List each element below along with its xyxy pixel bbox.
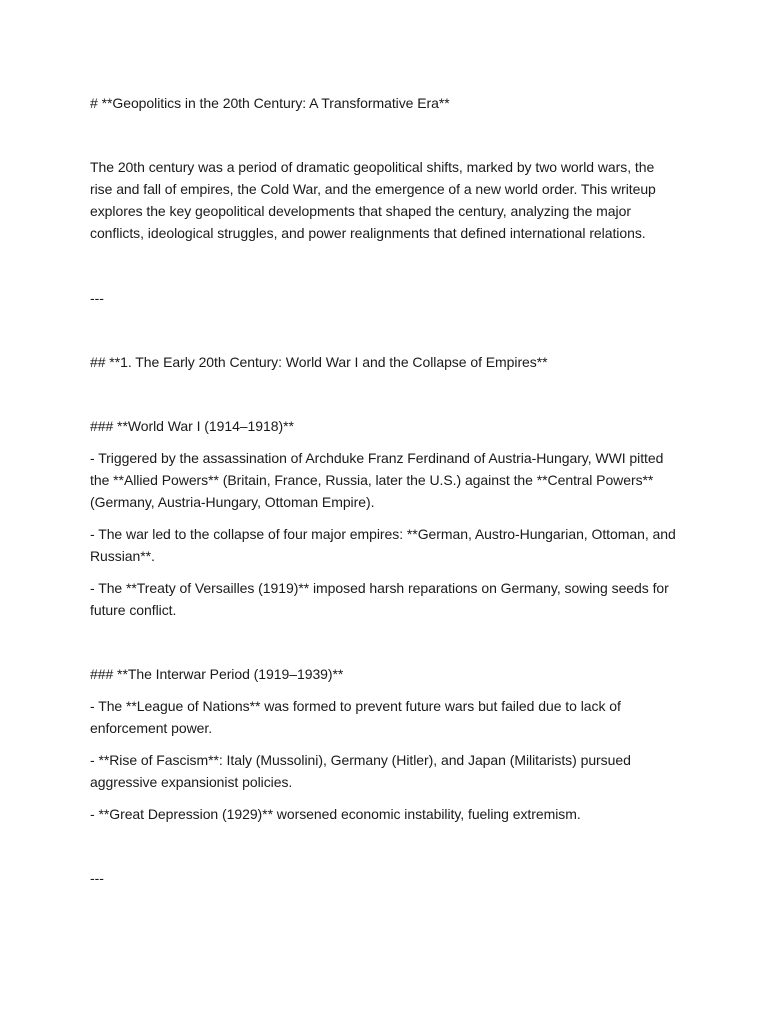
document-page (90, 92, 680, 931)
document-title: # **Geopolitics in the 20th Century: A Transformative Era** (90, 95, 450, 111)
ww1-heading: ### **World War I (1914–1918)** (90, 418, 294, 434)
ww1-bullet-2: - The war led to the collapse of four major empires: **German, Austro-Hungarian, Ottoman, and Russian**. (90, 526, 676, 564)
interwar-bullet-1: - The **League of Nations** was formed to prevent future wars but failed due to lack of enforcement power. (90, 698, 621, 736)
interwar-bullet-2: - **Rise of Fascism**: Italy (Mussolini), Germany (Hitler), and Japan (Militarists) pursued aggressive expansionist policies. (90, 752, 631, 790)
interwar-bullet-3: - **Great Depression (1929)** worsened economic instability, fueling extremism. (90, 806, 581, 822)
horizontal-rule-markdown-2: --- (90, 870, 104, 886)
ww1-bullet-1: - Triggered by the assassination of Archduke Franz Ferdinand of Austria-Hungary, WWI pitted the **Allied Powers** (Britain, France, Russia, later the U.S.) against the **Central Powers** (Germany, Austria-Hungary, Ottoman Empire). (90, 450, 664, 510)
horizontal-rule-markdown: --- (90, 290, 104, 306)
interwar-heading: ### **The Interwar Period (1919–1939)** (90, 666, 344, 682)
section-1-heading: ## **1. The Early 20th Century: World War I and the Collapse of Empires** (90, 354, 548, 370)
ww1-bullet-3: - The **Treaty of Versailles (1919)** imposed harsh reparations on Germany, sowing seeds for future conflict. (90, 580, 669, 618)
intro-paragraph: The 20th century was a period of dramatic geopolitical shifts, marked by two world wars, the rise and fall of empires, the Cold War, and the emergence of a new world order. This writeup explores the key geopolitical developments that shaped the century, analyzing the major conflicts, ideological struggles, and power realignments that defined international relations. (90, 159, 656, 241)
